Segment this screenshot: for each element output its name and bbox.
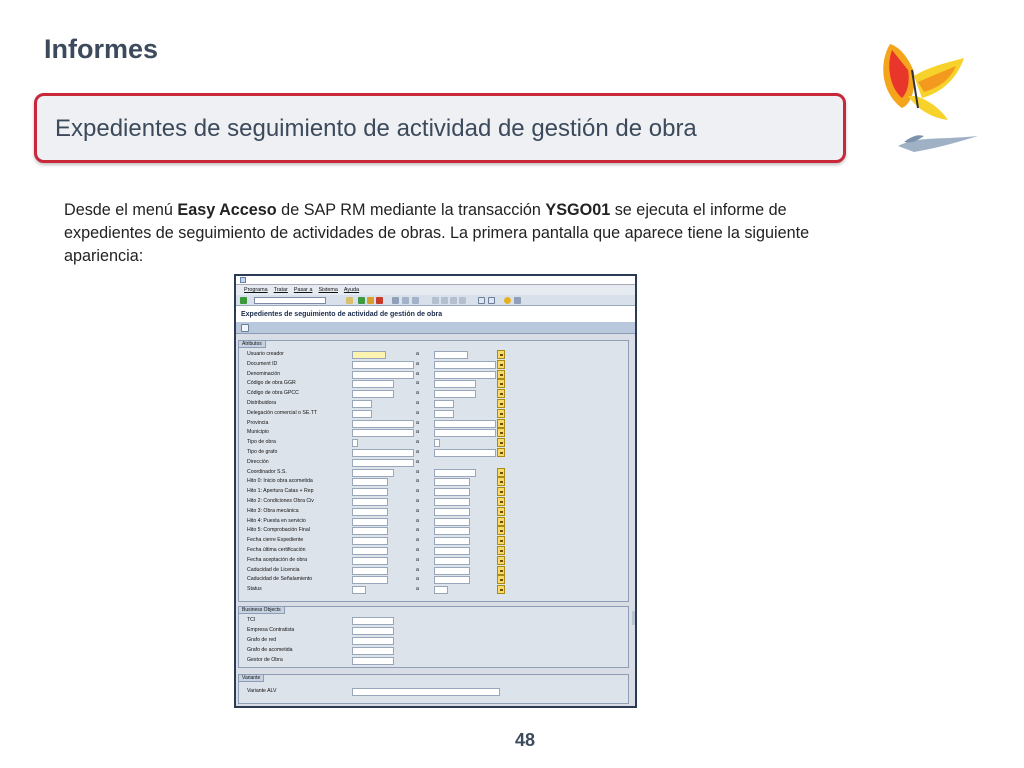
multiple-selection-icon[interactable] — [497, 389, 505, 398]
field-label: Caducidad de Licencia — [247, 566, 300, 573]
desc-part-3: se ejecuta el informe de expedientes de seguimiento de actividades de obras. La primera pantalla que aparece tiene la siguiente apariencia: — [64, 201, 810, 265]
field-low-input[interactable] — [352, 390, 394, 398]
group-title: Business Objects — [239, 607, 285, 614]
field-high-input[interactable] — [434, 420, 496, 428]
field-label: Empresa Contratista — [247, 627, 295, 633]
field-low-input[interactable] — [352, 371, 414, 379]
field-low-input[interactable] — [352, 537, 388, 545]
field-high-input[interactable] — [434, 400, 454, 408]
last-page-icon[interactable] — [459, 297, 466, 304]
sap-standard-toolbar — [236, 295, 635, 306]
field-low-input[interactable] — [352, 498, 388, 506]
field-high-input[interactable] — [434, 371, 496, 379]
range-separator: a — [416, 537, 419, 544]
multiple-selection-icon[interactable] — [497, 487, 505, 496]
first-page-icon[interactable] — [432, 297, 439, 304]
field-label: Hito 0: Inicio obra acometida — [247, 478, 313, 485]
field-high-input[interactable] — [434, 527, 470, 535]
field-low-input[interactable] — [352, 449, 414, 457]
field-label: Hito 2: Condiciones Obra Civ — [247, 498, 314, 504]
field-label: Delegación comercial o SE.TT — [247, 409, 318, 416]
range-separator: a — [416, 351, 419, 357]
next-page-icon[interactable] — [450, 297, 457, 304]
find-next-icon[interactable] — [412, 297, 419, 304]
field-label: Denominación — [247, 370, 281, 377]
field-low-input[interactable] — [352, 688, 500, 696]
field-low-input[interactable] — [352, 508, 388, 516]
description-text — [64, 199, 864, 268]
form-row — [239, 556, 628, 566]
form-row — [239, 428, 628, 438]
form-row — [239, 360, 628, 370]
field-high-input[interactable] — [434, 508, 470, 516]
multiple-selection-icon[interactable] — [497, 517, 505, 526]
command-field[interactable] — [254, 297, 326, 304]
range-separator: a — [416, 449, 419, 455]
group-title: Variante — [239, 675, 264, 682]
field-high-input[interactable] — [434, 351, 468, 359]
range-separator: a — [416, 400, 419, 406]
multiple-selection-icon[interactable] — [497, 370, 505, 379]
field-low-input[interactable] — [352, 420, 414, 428]
field-high-input[interactable] — [434, 449, 496, 457]
range-separator: a — [416, 488, 419, 495]
save-icon[interactable] — [346, 297, 353, 304]
help-icon[interactable] — [504, 297, 511, 304]
multiple-selection-icon[interactable] — [497, 419, 505, 428]
field-label: Distribuidora — [247, 400, 277, 406]
range-separator: a — [416, 566, 419, 573]
multiple-selection-icon[interactable] — [497, 399, 505, 408]
menu-tratar[interactable]: Tratar — [273, 287, 288, 293]
form-row — [239, 517, 628, 527]
field-label: Status — [247, 586, 262, 593]
exit-icon[interactable] — [367, 297, 374, 304]
sap-titlebar — [236, 276, 635, 285]
shortcut-icon[interactable] — [488, 297, 495, 304]
field-low-input[interactable] — [352, 657, 394, 665]
field-low-input[interactable] — [352, 617, 394, 625]
field-label: Hito 1: Apertura Catas + Rep — [247, 488, 314, 495]
sap-screen-title-text: Expedientes de seguimiento de actividad de gestión de obra — [241, 311, 443, 318]
multiple-selection-icon[interactable] — [497, 556, 505, 565]
field-low-input[interactable] — [352, 488, 388, 496]
field-low-input[interactable] — [352, 547, 388, 555]
sap-application-toolbar — [236, 322, 635, 334]
range-separator: a — [416, 429, 419, 436]
field-high-input[interactable] — [434, 498, 470, 506]
field-high-input[interactable] — [434, 478, 470, 486]
menu-ayuda[interactable]: Ayuda — [343, 287, 360, 293]
field-label: Hito 4: Puesta en servicio — [247, 517, 306, 524]
field-label: Usuario creador — [247, 351, 284, 357]
field-label: Código de obra GPCC — [247, 390, 299, 397]
multiple-selection-icon[interactable] — [497, 468, 505, 477]
subtitle-box — [34, 93, 846, 163]
field-high-input[interactable] — [434, 576, 470, 584]
field-high-input[interactable] — [434, 586, 448, 594]
field-low-input[interactable] — [352, 567, 388, 575]
form-row — [239, 546, 628, 556]
field-low-input[interactable] — [352, 380, 394, 388]
multiple-selection-icon[interactable] — [497, 546, 505, 555]
range-separator: a — [416, 360, 419, 367]
range-separator: a — [416, 419, 419, 426]
execute-icon[interactable] — [241, 324, 249, 332]
field-label: Grafo de red — [247, 637, 277, 643]
field-label: Gestor de Obra — [247, 657, 283, 663]
form-row — [239, 389, 628, 399]
multiple-selection-icon[interactable] — [497, 575, 505, 584]
form-row — [239, 438, 628, 448]
field-low-input[interactable] — [352, 637, 394, 645]
form-row — [239, 399, 628, 409]
form-row — [239, 636, 628, 646]
form-row — [239, 448, 628, 458]
multiple-selection-icon[interactable] — [497, 379, 505, 388]
page-number: 48 — [514, 730, 536, 750]
multiple-selection-icon[interactable] — [497, 507, 505, 516]
form-row — [239, 566, 628, 576]
field-high-input[interactable] — [434, 557, 470, 565]
field-low-input[interactable] — [352, 469, 394, 477]
cancel-icon[interactable] — [376, 297, 383, 304]
form-row — [239, 536, 628, 546]
field-label: Fecha cierre Expediente — [247, 537, 304, 544]
sap-menubar — [236, 285, 635, 295]
range-separator: a — [416, 507, 419, 514]
field-label: Tipo de obra — [247, 439, 276, 446]
desc-part-2: de SAP RM mediante la transacción — [276, 201, 546, 219]
field-low-input[interactable] — [352, 518, 388, 526]
multiple-selection-icon[interactable] — [497, 350, 505, 359]
form-row — [239, 585, 628, 595]
field-label: Hito 5: Comprobación Final — [247, 527, 310, 534]
field-high-input[interactable] — [434, 380, 476, 388]
form-row — [239, 575, 628, 585]
menu-pasar-a[interactable]: Pasar a — [293, 287, 313, 293]
field-low-input[interactable] — [352, 557, 388, 565]
group-variante — [238, 674, 629, 704]
multiple-selection-icon[interactable] — [497, 438, 505, 447]
field-high-input[interactable] — [434, 567, 470, 575]
range-separator: a — [416, 458, 419, 465]
field-label: Provincia — [247, 419, 269, 426]
field-label: Fecha aceptación de obra — [247, 556, 307, 563]
field-low-input[interactable] — [352, 439, 358, 447]
field-label: Coordinador S.S. — [247, 468, 287, 475]
range-separator: a — [416, 517, 419, 524]
multiple-selection-icon[interactable] — [497, 536, 505, 545]
multiple-selection-icon[interactable] — [497, 497, 505, 506]
sap-window — [234, 274, 637, 708]
form-row — [239, 626, 628, 636]
range-separator: a — [416, 527, 419, 534]
form-row — [239, 379, 628, 389]
field-high-input[interactable] — [434, 488, 470, 496]
range-separator: a — [416, 370, 419, 377]
form-row — [239, 656, 628, 666]
form-row — [239, 497, 628, 507]
sap-window-icon — [240, 277, 246, 283]
multiple-selection-icon[interactable] — [497, 585, 505, 594]
back-icon[interactable] — [358, 297, 365, 304]
field-low-input[interactable] — [352, 478, 388, 486]
range-separator: a — [416, 409, 419, 416]
group-business-objects — [238, 606, 629, 668]
new-session-icon[interactable] — [478, 297, 485, 304]
field-low-input[interactable] — [352, 410, 372, 418]
multiple-selection-icon[interactable] — [497, 448, 505, 457]
field-low-input[interactable] — [352, 361, 414, 369]
form-row — [239, 458, 628, 468]
form-row — [239, 350, 628, 360]
field-low-input[interactable] — [352, 576, 388, 584]
field-label: Municipio — [247, 429, 269, 436]
multiple-selection-icon[interactable] — [497, 428, 505, 437]
range-separator: a — [416, 556, 419, 563]
field-high-input[interactable] — [434, 469, 476, 477]
range-separator: a — [416, 390, 419, 397]
field-low-input[interactable] — [352, 351, 386, 359]
slide-title: Informes — [44, 34, 159, 64]
field-high-input[interactable] — [434, 429, 496, 437]
desc-part-1: Desde el menú — [64, 201, 178, 219]
range-separator: a — [416, 468, 419, 475]
field-high-input[interactable] — [434, 439, 440, 447]
easy-acceso-emphasis: Easy Acceso — [177, 201, 277, 219]
field-low-input[interactable] — [352, 527, 388, 535]
field-high-input[interactable] — [434, 410, 454, 418]
sap-screen-title — [236, 306, 635, 322]
field-low-input[interactable] — [352, 586, 366, 594]
butterfly-logo-icon — [878, 36, 988, 166]
range-separator: a — [416, 380, 419, 387]
field-label: Document ID — [247, 360, 278, 367]
field-low-input[interactable] — [352, 429, 414, 437]
enter-icon[interactable] — [240, 297, 247, 304]
form-row — [239, 646, 628, 656]
field-high-input[interactable] — [434, 547, 470, 555]
print-icon[interactable] — [392, 297, 399, 304]
find-icon[interactable] — [402, 297, 409, 304]
field-label: Caducidad de Señalamiento — [247, 576, 313, 583]
group-atributos — [238, 340, 629, 602]
range-separator: a — [416, 586, 419, 593]
menu-sistema[interactable]: Sistema — [318, 287, 338, 293]
subtitle-text: Expedientes de seguimiento de actividad de gestión de obra — [55, 115, 697, 142]
form-row — [239, 616, 628, 626]
field-high-input[interactable] — [434, 390, 476, 398]
field-high-input[interactable] — [434, 518, 470, 526]
scrollbar[interactable] — [632, 611, 635, 625]
field-low-input[interactable] — [352, 647, 394, 655]
field-label: Código de obra GGR — [247, 380, 296, 387]
range-separator: a — [416, 547, 419, 553]
range-separator: a — [416, 478, 419, 485]
form-row — [239, 409, 628, 419]
field-low-input[interactable] — [352, 627, 394, 635]
form-row — [239, 419, 628, 429]
multiple-selection-icon[interactable] — [497, 566, 505, 575]
field-low-input[interactable] — [352, 400, 372, 408]
multiple-selection-icon[interactable] — [497, 526, 505, 535]
field-label: Dirección — [247, 458, 269, 465]
layout-icon[interactable] — [514, 297, 521, 304]
menu-programa[interactable]: Programa — [244, 287, 268, 293]
range-separator: a — [416, 576, 419, 583]
form-row — [239, 687, 628, 697]
group-title: Atributos — [239, 341, 266, 348]
range-separator: a — [416, 498, 419, 504]
transaction-code: YSGO01 — [545, 201, 611, 219]
field-high-input[interactable] — [434, 537, 470, 545]
multiple-selection-icon[interactable] — [497, 409, 505, 418]
field-label: Variante ALV — [247, 688, 277, 694]
multiple-selection-icon[interactable] — [497, 360, 505, 369]
field-high-input[interactable] — [434, 361, 496, 369]
field-label: Hito 3: Obra mecánica — [247, 507, 299, 514]
field-label: TCI — [247, 617, 256, 623]
field-low-input[interactable] — [352, 459, 414, 467]
field-label: Grafo de acometida — [247, 647, 293, 653]
form-row — [239, 477, 628, 487]
range-separator: a — [416, 439, 419, 446]
multiple-selection-icon[interactable] — [497, 477, 505, 486]
form-row — [239, 487, 628, 497]
prev-page-icon[interactable] — [441, 297, 448, 304]
form-row — [239, 370, 628, 380]
form-row — [239, 526, 628, 536]
field-label: Fecha última certificación — [247, 547, 306, 553]
form-row — [239, 507, 628, 517]
form-row — [239, 468, 628, 478]
field-label: Tipo de grafo — [247, 449, 278, 455]
